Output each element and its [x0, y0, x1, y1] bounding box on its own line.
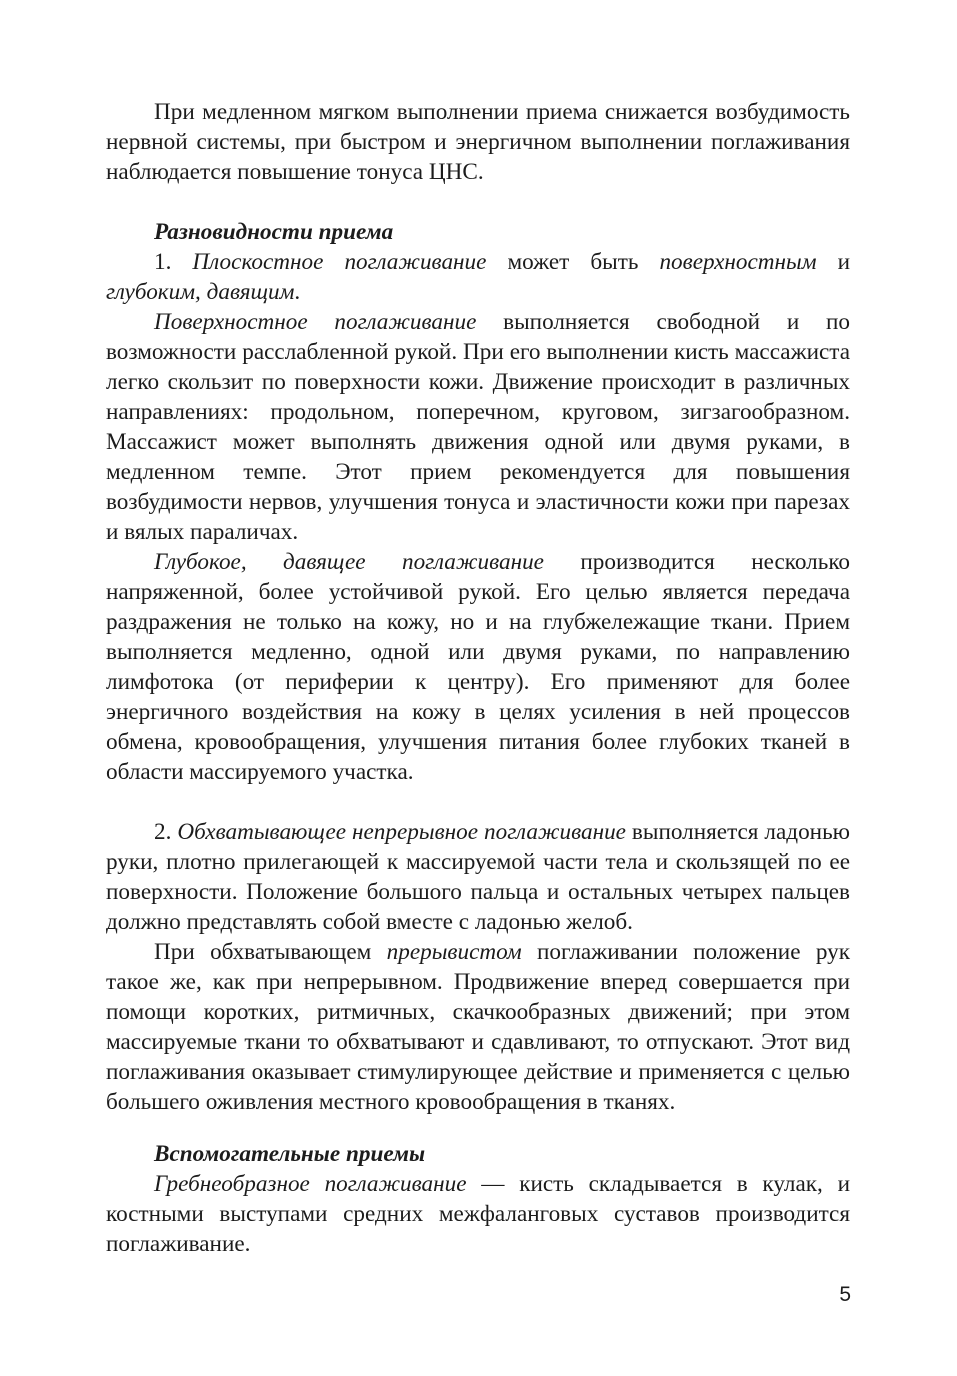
paragraph-deep-stroking [106, 547, 850, 787]
page-body [106, 97, 850, 1259]
deep-text: производится несколько напряженной, более устойчивой рукой. Его целью является передача раздражения не только на кожу, но и на глубжележащие ткани. Прием выполняется медленно, одной или двумя руками, по направлению лимфотока (от периферии к центру). Его применяют для более энергичного воздействия на кожу в целях усиления в ней процессов обмена, кровообращения, улучшения питания более глубоких тканей в области массируемого участка. [106, 549, 850, 785]
surface-term: Поверхностное поглаживание [154, 309, 477, 335]
intermittent-term: прерывистом [386, 939, 522, 965]
intermittent-text: поглаживании положение рук такое же, как при непрерывном. Продвижение вперед совершается при помощи коротких, ритмичных, скачкообразных движений; при этом массируемые ткани то обхватывают и сдавливают, то отпускают. Этот вид поглаживания оказывает стимулирующее действие и применяется с целью большего оживления местного кровообращения в тканях. [106, 939, 850, 1115]
intro-paragraph [106, 97, 850, 187]
page-number: 5 [839, 1283, 851, 1306]
item-1-term-deep: глубоким, давящим [106, 279, 295, 305]
comb-term: Гребнеобразное поглаживание [154, 1171, 467, 1197]
comb-text: — кисть складывается в кулак, и костными выступами средних межфаланговых суставов производится поглаживание. [106, 1171, 850, 1257]
paragraph-surface-stroking [106, 307, 850, 547]
paragraph-comb-stroking [106, 1169, 850, 1259]
item-1-and: и [816, 249, 850, 275]
section-heading-auxiliary: Вспомогательные приемы [154, 1141, 426, 1167]
item-1-term-surface: поверхностным [659, 249, 817, 275]
intermittent-before: При обхватывающем [154, 939, 387, 965]
item-1-term: Плоскостное поглаживание [192, 249, 487, 275]
intro-text: При медленном мягком выполнении приема снижается возбудимость нервной системы, при быстром и энергичном выполнении поглаживания наблюдается повышение тонуса ЦНС. [106, 99, 850, 185]
item-1-number: 1. [154, 249, 193, 275]
deep-term: Глубокое, давящее поглаживание [154, 549, 544, 575]
item-2-number: 2. [154, 819, 178, 845]
item-2-text: выполняется ладонью руки, плотно прилегающей к массируемой части тела и скользящей по ее поверхности. Положение большого пальца и остальных четырех пальцев должно представлять собой вместе с ладонью желоб. [106, 819, 850, 935]
item-2-term: Обхватывающее непрерывное поглаживание [177, 819, 626, 845]
paragraph-item-2 [106, 817, 850, 937]
section-heading-variants: Разновидности приема [154, 219, 394, 245]
surface-text: выполняется свободной и по возможности расслабленной рукой. При его выполнении кисть массажиста легко скользит по поверхности кожи. Движение происходит в различных направлениях: продольном, поперечном, круговом, зигзагообразном. Массажист может выполнять движения одной или двумя руками, в медленном темпе. Этот прием рекомендуется для повышения возбудимости нервов, улучшения тонуса и эластичности кожи при парезах и вялых параличах. [106, 309, 850, 545]
paragraph-item-1 [106, 247, 850, 307]
item-1-middle: может быть [486, 249, 660, 275]
item-1-end: . [294, 279, 301, 305]
paragraph-intermittent-stroking [106, 937, 850, 1117]
